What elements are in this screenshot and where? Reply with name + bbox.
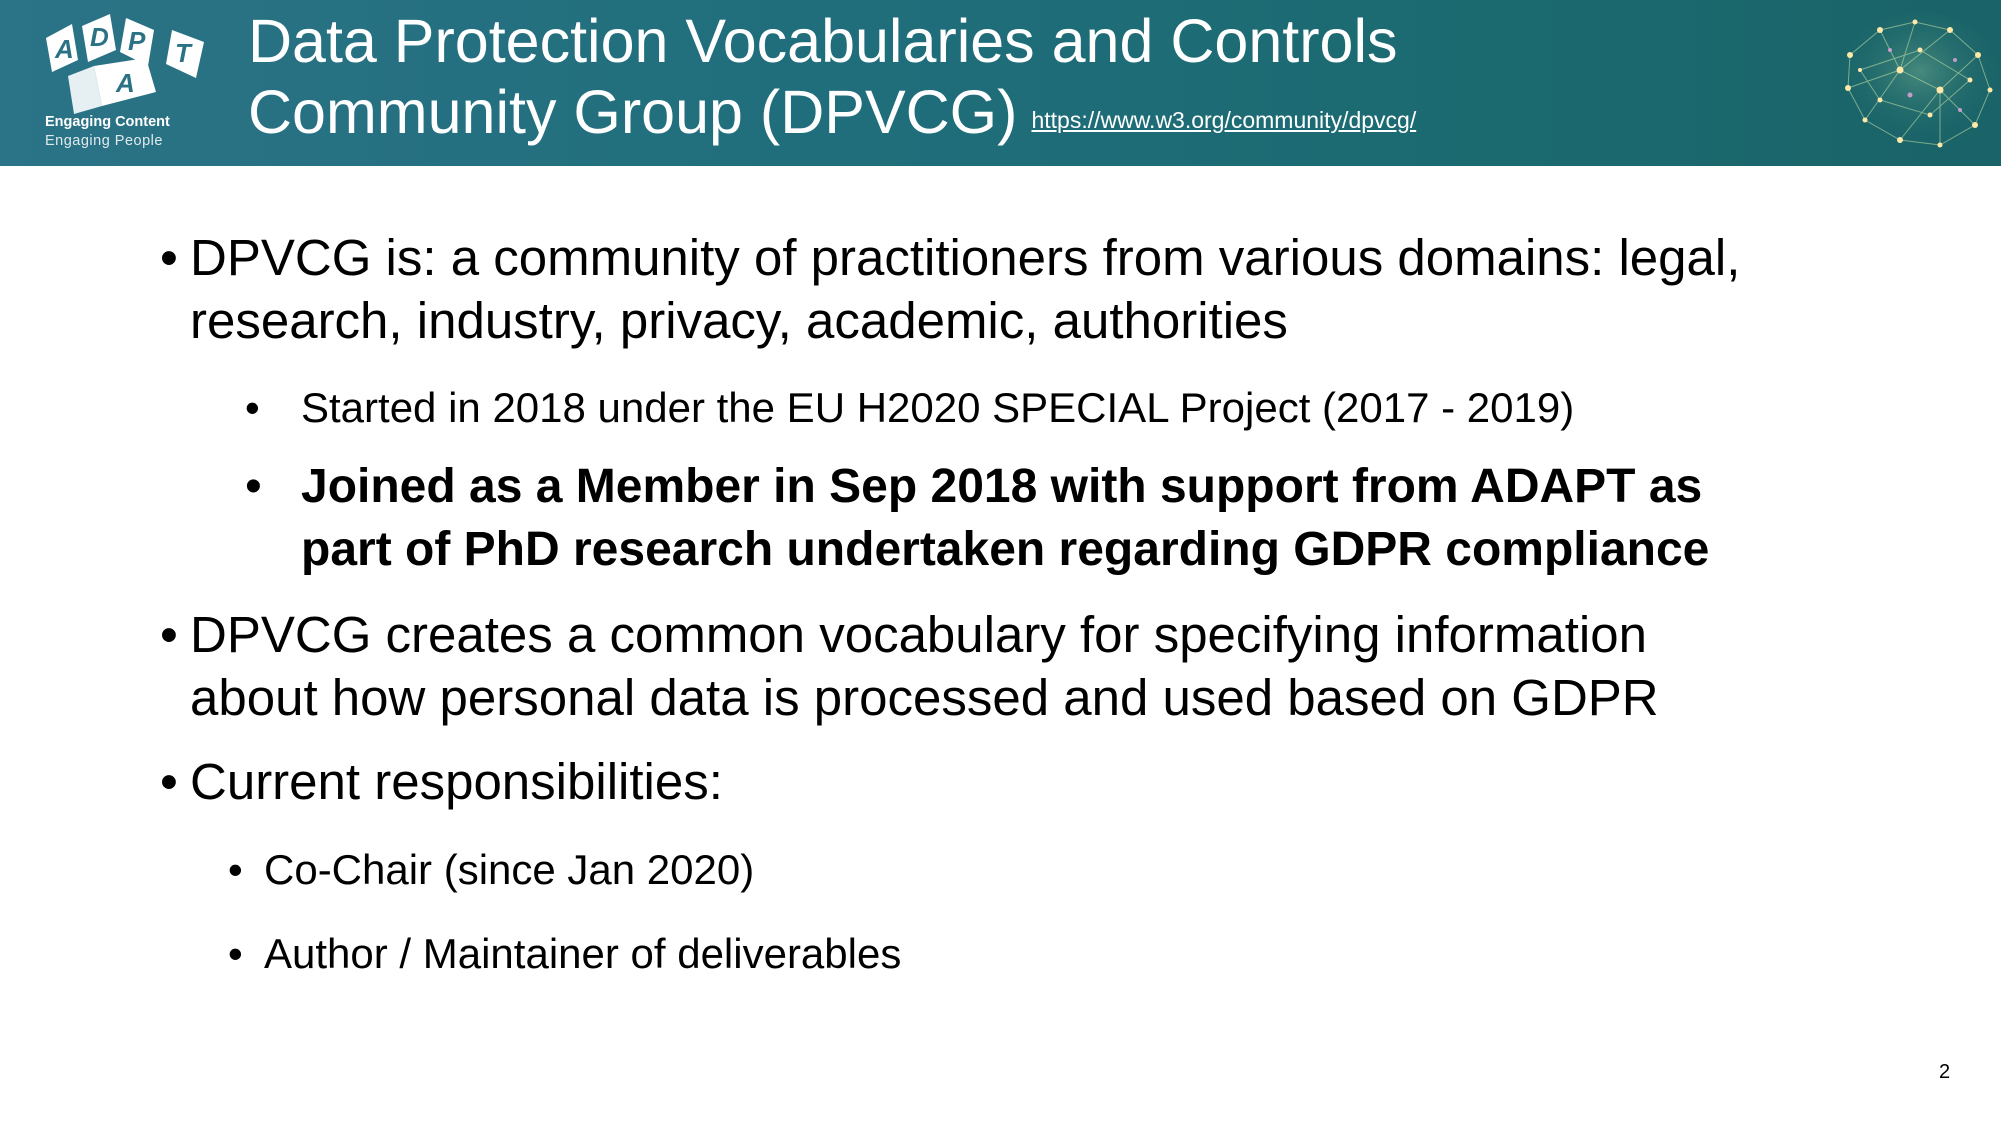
dpvcg-link[interactable]: https://www.w3.org/community/dpvcg/ xyxy=(1031,107,1417,133)
bullet-line: DPVCG is: a community of practitioners from various domains: legal, xyxy=(190,229,1741,286)
bullet-line: Author / Maintainer of deliverables xyxy=(264,930,902,977)
bullet-line: Co-Chair (since Jan 2020) xyxy=(264,846,755,893)
bullet-line: Current responsibilities: xyxy=(190,753,723,810)
bullet-marker: • xyxy=(160,753,178,810)
title-line-1: Data Protection Vocabularies and Controls xyxy=(248,7,1398,75)
page-title xyxy=(248,6,1416,156)
logo-letter-d: D xyxy=(90,22,109,52)
sub-bullet-item-4 xyxy=(228,926,901,982)
bullet-line: DPVCG creates a common vocabulary for specifying information xyxy=(190,606,1647,663)
title-line-2-text: Community Group (DPVCG) xyxy=(248,78,1018,146)
bullet-marker: • xyxy=(228,846,243,893)
logo-letter-t: T xyxy=(175,38,191,68)
sub-bullet-item-2 xyxy=(245,455,1709,581)
bullet-line: research, industry, privacy, academic, authorities xyxy=(190,292,1288,349)
logo-letter-a2: A xyxy=(116,68,135,98)
brain-network-icon xyxy=(1800,0,2001,166)
sub-bullet-item-3 xyxy=(228,842,754,898)
bullet-item-3 xyxy=(160,750,723,813)
bullet-marker: • xyxy=(160,606,178,663)
logo-tagline-engaging-people: Engaging People xyxy=(45,133,163,149)
bullet-line: Started in 2018 under the EU H2020 SPECIAL Project (2017 - 2019) xyxy=(301,384,1575,431)
slide-body xyxy=(0,166,2001,1125)
bullet-item-1 xyxy=(160,226,1740,352)
title-line-2 xyxy=(248,77,1416,156)
slide-header xyxy=(0,0,2001,166)
logo-tagline-engaging-content: Engaging Content xyxy=(45,114,170,130)
logo-letter-a1: A xyxy=(55,34,74,64)
adapt-logo-mark xyxy=(38,6,228,118)
logo-letter-p: P xyxy=(128,26,146,56)
bullet-item-2 xyxy=(160,603,1659,729)
bullet-marker: • xyxy=(245,384,260,431)
sub-bullet-item-1 xyxy=(245,380,1574,436)
bullet-line: Joined as a Member in Sep 2018 with support from ADAPT as xyxy=(301,460,1703,513)
bullet-line: about how personal data is processed and used based on GDPR xyxy=(190,669,1659,726)
bullet-line: part of PhD research undertaken regarding GDPR compliance xyxy=(301,523,1710,576)
bullet-marker: • xyxy=(160,229,178,286)
bullet-marker: • xyxy=(245,460,262,513)
bullet-marker: • xyxy=(228,930,243,977)
page-number: 2 xyxy=(1939,1061,1951,1083)
